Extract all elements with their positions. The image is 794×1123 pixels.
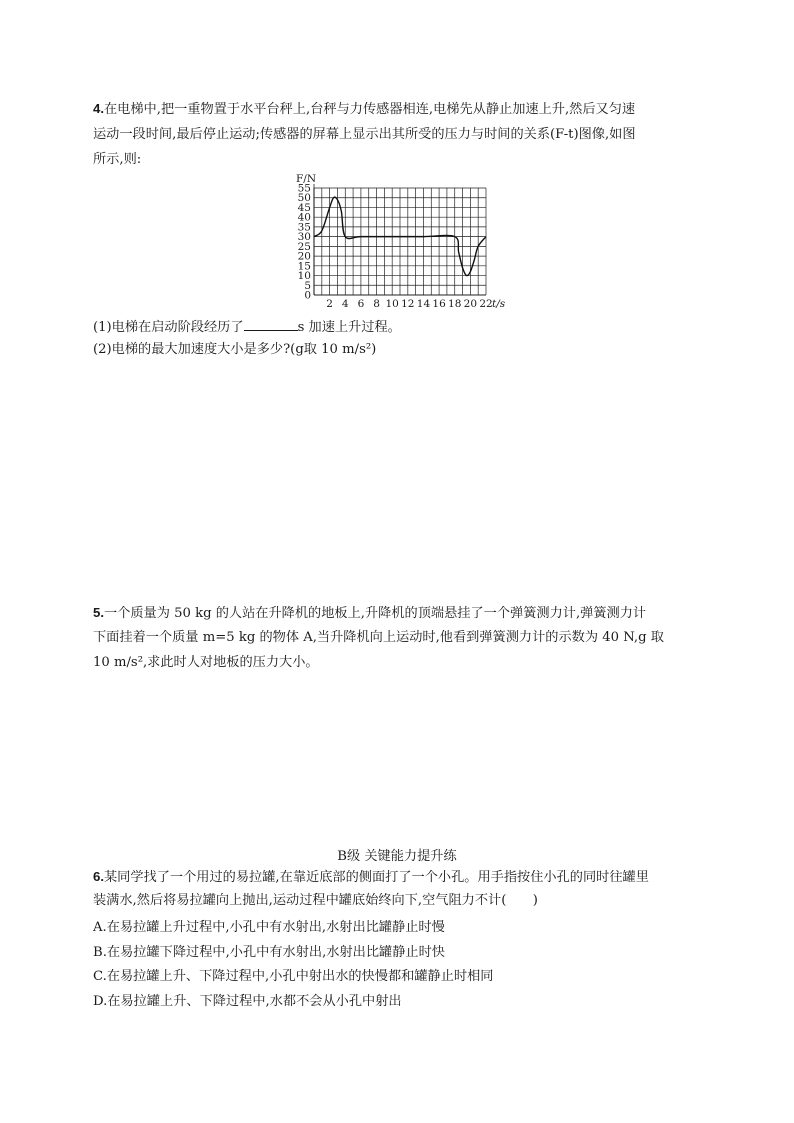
- y-tick-label: 55: [297, 182, 311, 195]
- x-tick-label: 12: [401, 298, 415, 310]
- q6-option-c[interactable]: C.在易拉罐上升、下降过程中,小孔中射出水的快慢都和罐静止时相同: [93, 969, 494, 984]
- x-tick-label: 6: [357, 298, 365, 310]
- y-tick-label: 45: [297, 201, 311, 214]
- q4-number: 4.: [93, 101, 104, 116]
- x-tick-label: 14: [416, 298, 431, 310]
- q5-line-1: [93, 604, 646, 623]
- q5-text-1: 一个质量为 50 kg 的人站在升降机的地板上,升降机的顶端悬挂了一个弹簧测力计,弹簧测力计: [104, 606, 647, 621]
- section-title: B级 关键能力提升练: [337, 849, 457, 864]
- y-tick-label: 30: [297, 231, 311, 244]
- q4-line-2: 运动一段时间,最后停止运动;传感器的屏幕上显示出其所受的压力与时间的关系(F-t)图像,如图: [93, 127, 636, 142]
- y-tick-label: 35: [297, 221, 311, 234]
- x-tick-label: 8: [373, 298, 380, 310]
- x-tick-label: 20: [463, 298, 478, 310]
- y-tick-label: 40: [297, 211, 311, 224]
- y-tick-label: 10: [297, 270, 311, 283]
- answer-blank[interactable]: [244, 317, 298, 331]
- force-time-chart: [282, 168, 514, 310]
- q5-line-3: 10 m/s²,求此时人对地板的压力大小。: [93, 655, 319, 670]
- q6-option-a[interactable]: A.在易拉罐上升过程中,小孔中有水射出,水射出比罐静止时慢: [93, 920, 445, 935]
- q4-line-1: [93, 100, 635, 119]
- y-tick-label: 0: [304, 289, 311, 302]
- q6-number: 6.: [93, 869, 104, 884]
- y-tick-label: 5: [304, 279, 311, 292]
- x-tick-label: 10: [385, 298, 399, 310]
- q4-sub-1-prefix: (1)电梯在启动阶段经历了: [93, 320, 244, 335]
- chart-y-axis-label: F/N: [296, 173, 317, 185]
- x-tick-label: 4: [341, 298, 349, 310]
- q4-sub-1: [93, 317, 401, 337]
- x-tick-label: 22: [479, 298, 493, 310]
- x-tick-label: 2: [326, 298, 333, 310]
- y-tick-label: 50: [297, 192, 311, 205]
- q5-number: 5.: [93, 605, 104, 620]
- chart-grid: [314, 184, 486, 295]
- q4-sub-2: (2)电梯的最大加速度大小是多少?(g取 10 m/s²): [93, 342, 377, 357]
- chart-y-ticks: [298, 183, 311, 302]
- q6-option-b[interactable]: B.在易拉罐下降过程中,小孔中有水射出,水射出比罐静止时快: [93, 945, 445, 960]
- y-tick-label: 15: [297, 260, 311, 273]
- q6-text-1: 某同学找了一个用过的易拉罐,在靠近底部的侧面打了一个小孔。用手指按住小孔的同时往罐里: [104, 870, 649, 885]
- chart-x-ticks: [326, 298, 492, 310]
- y-tick-label: 20: [297, 250, 311, 263]
- q6-line-2: 装满水,然后将易拉罐向上抛出,运动过程中罐底始终向下,空气阻力不计( ): [93, 893, 538, 908]
- x-tick-label: 16: [432, 298, 446, 310]
- q4-sub-1-suffix: s 加速上升过程。: [297, 320, 401, 335]
- y-tick-label: 25: [297, 240, 311, 253]
- x-tick-label: 18: [448, 298, 462, 310]
- q6-line-1: [93, 868, 649, 887]
- q6-option-d[interactable]: D.在易拉罐上升、下降过程中,水都不会从小孔中射出: [93, 994, 402, 1009]
- q5-line-2: 下面挂着一个质量 m=5 kg 的物体 A,当升降机向上运动时,他看到弹簧测力计的示数为 40 N,g 取: [93, 630, 664, 645]
- chart-x-axis-label: t/s: [492, 298, 506, 310]
- q4-line-3: 所示,则:: [93, 152, 142, 167]
- q4-text-1: 在电梯中,把一重物置于水平台秤上,台秤与力传感器相连,电梯先从静止加速上升,然后又匀速: [104, 102, 636, 117]
